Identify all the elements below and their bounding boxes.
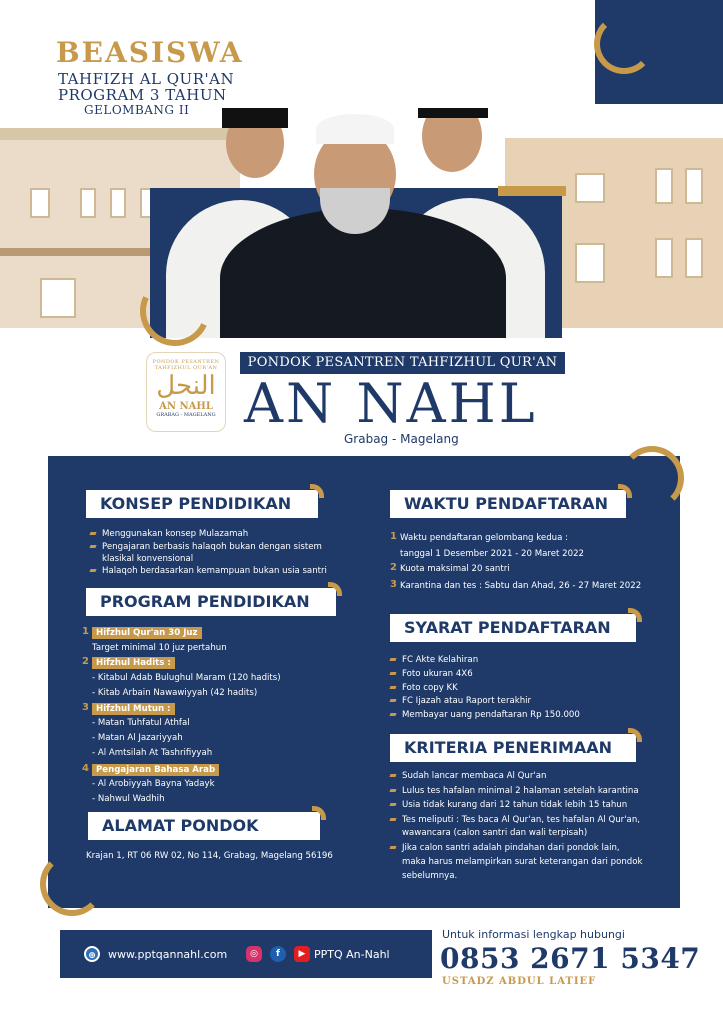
gold-arc-panel-tr (620, 446, 684, 510)
list-item: - Kitabul Adab Bulughul Maram (120 hadits) (92, 673, 281, 683)
program-title: Hifzhul Qur'an 30 Juz (92, 627, 202, 639)
program-heading: PROGRAM PENDIDIKAN (86, 588, 336, 616)
list-item: - Nahwul Wadhih (92, 794, 165, 804)
program-number: 3 (82, 702, 89, 713)
logo-arc-text: PONDOK PESANTREN TAHFIZHUL QUR'AN (152, 359, 220, 371)
header-line-3: GELOMBANG II (84, 103, 190, 117)
list-item: - Kitab Arbain Nawawiyyah (42 hadits) (92, 688, 258, 698)
list-item: - Matan Al Jazariyyah (92, 733, 183, 743)
list-item: Waktu pendaftaran gelombang kedua : (400, 533, 569, 543)
alamat-heading: ALAMAT PONDOK (88, 812, 320, 840)
list-item: Foto ukuran 4X6 (390, 669, 473, 679)
logo-sub: GRABAG - MAGELANG (156, 412, 216, 418)
header-line-1: TAHFIZH AL QUR'AN (58, 70, 235, 88)
pondok-title: PONDOK PESANTREN TAHFIZHUL QUR'AN (240, 352, 565, 374)
list-item: - Al Arobiyyah Bayna Yadayk (92, 779, 215, 789)
program-number: 2 (82, 656, 89, 667)
youtube-icon[interactable]: ▶ (294, 946, 310, 962)
list-item: klasikal konvensional (102, 554, 194, 564)
list-item: FC Akte Kelahiran (390, 655, 478, 665)
facebook-icon[interactable]: f (270, 946, 286, 962)
gold-arc-top (594, 14, 654, 74)
logo-name: AN NAHL (159, 401, 213, 412)
website-link[interactable]: www.pptqannahl.com (108, 948, 228, 961)
list-item: Karantina dan tes : Sabtu dan Ahad, 26 - 27 Maret 2022 (400, 581, 642, 591)
list-item: Lulus tes hafalan minimal 2 halaman setelah karantina (390, 786, 639, 796)
program-number: 4 (82, 763, 89, 774)
list-item: FC Ijazah atau Raport terakhir (390, 696, 531, 706)
list-item: Jika calon santri adalah pindahan dari pondok lain, (390, 843, 620, 853)
program-title: Hifzhul Mutun : (92, 703, 175, 715)
list-item: Membayar uang pendaftaran Rp 150.000 (390, 710, 580, 720)
list-item: tanggal 1 Desember 2021 - 20 Maret 2022 (400, 549, 585, 559)
instagram-icon[interactable]: ◎ (246, 946, 262, 962)
list-item: Usia tidak kurang dari 12 tahun tidak lebih 15 tahun (390, 800, 627, 810)
list-item: Tes meliputi : Tes baca Al Qur'an, tes hafalan Al Qur'an, (390, 815, 640, 825)
info-text: Untuk informasi lengkap hubungi (442, 928, 625, 941)
list-item: Pengajaran berbasis halaqoh bukan dengan sistem (90, 542, 322, 552)
konsep-heading: KONSEP PENDIDIKAN (86, 490, 318, 518)
hero-photo (0, 108, 723, 338)
list-item: Kuota maksimal 20 santri (400, 564, 510, 574)
list-item: wawancara (calon santri dan wali terpisah) (402, 828, 588, 838)
institution-name: AN NAHL (244, 372, 538, 435)
list-item: Target minimal 10 juz pertahun (92, 643, 227, 653)
phone-number[interactable]: 0853 2671 5347 (440, 942, 701, 975)
list-item: maka harus melampirkan surat keterangan dari pondok (402, 857, 643, 867)
list-item: Menggunakan konsep Mulazamah (90, 529, 248, 539)
program-title: Hifzhul Hadits : (92, 657, 175, 669)
list-item: Foto copy KK (390, 683, 458, 693)
header-line-2: PROGRAM 3 TAHUN (58, 86, 227, 104)
footer-bar (60, 930, 432, 978)
waktu-number: 2 (390, 562, 397, 573)
list-item: Halaqoh berdasarkan kemampuan bukan usia santri (90, 566, 327, 576)
waktu-number: 1 (390, 531, 397, 542)
list-item: Sudah lancar membaca Al Qur'an (390, 771, 546, 781)
list-item: - Matan Tuhfatul Athfal (92, 718, 190, 728)
program-title: Pengajaran Bahasa Arab (92, 764, 219, 776)
institution-location: Grabag - Magelang (344, 432, 459, 446)
social-handle: PPTQ An-Nahl (314, 948, 390, 961)
list-item: - Al Amtsilah At Tashrifiyyah (92, 748, 213, 758)
alamat-text: Krajan 1, RT 06 RW 02, No 114, Grabag, Magelang 56196 (86, 851, 333, 861)
syarat-heading: SYARAT PENDAFTARAN (390, 614, 636, 642)
contact-name: USTADZ ABDUL LATIEF (442, 976, 597, 987)
kriteria-heading: KRITERIA PENERIMAAN (390, 734, 636, 762)
logo (146, 352, 226, 432)
list-item: sebelumnya. (402, 871, 458, 881)
logo-glyph: النحل (156, 371, 216, 401)
waktu-heading: WAKTU PENDAFTARAN (390, 490, 626, 518)
gold-arc-panel-bl (40, 852, 104, 916)
beasiswa-title: BEASISWA (56, 36, 244, 69)
program-number: 1 (82, 626, 89, 637)
globe-icon: ⊕ (84, 946, 100, 962)
waktu-number: 3 (390, 579, 397, 590)
